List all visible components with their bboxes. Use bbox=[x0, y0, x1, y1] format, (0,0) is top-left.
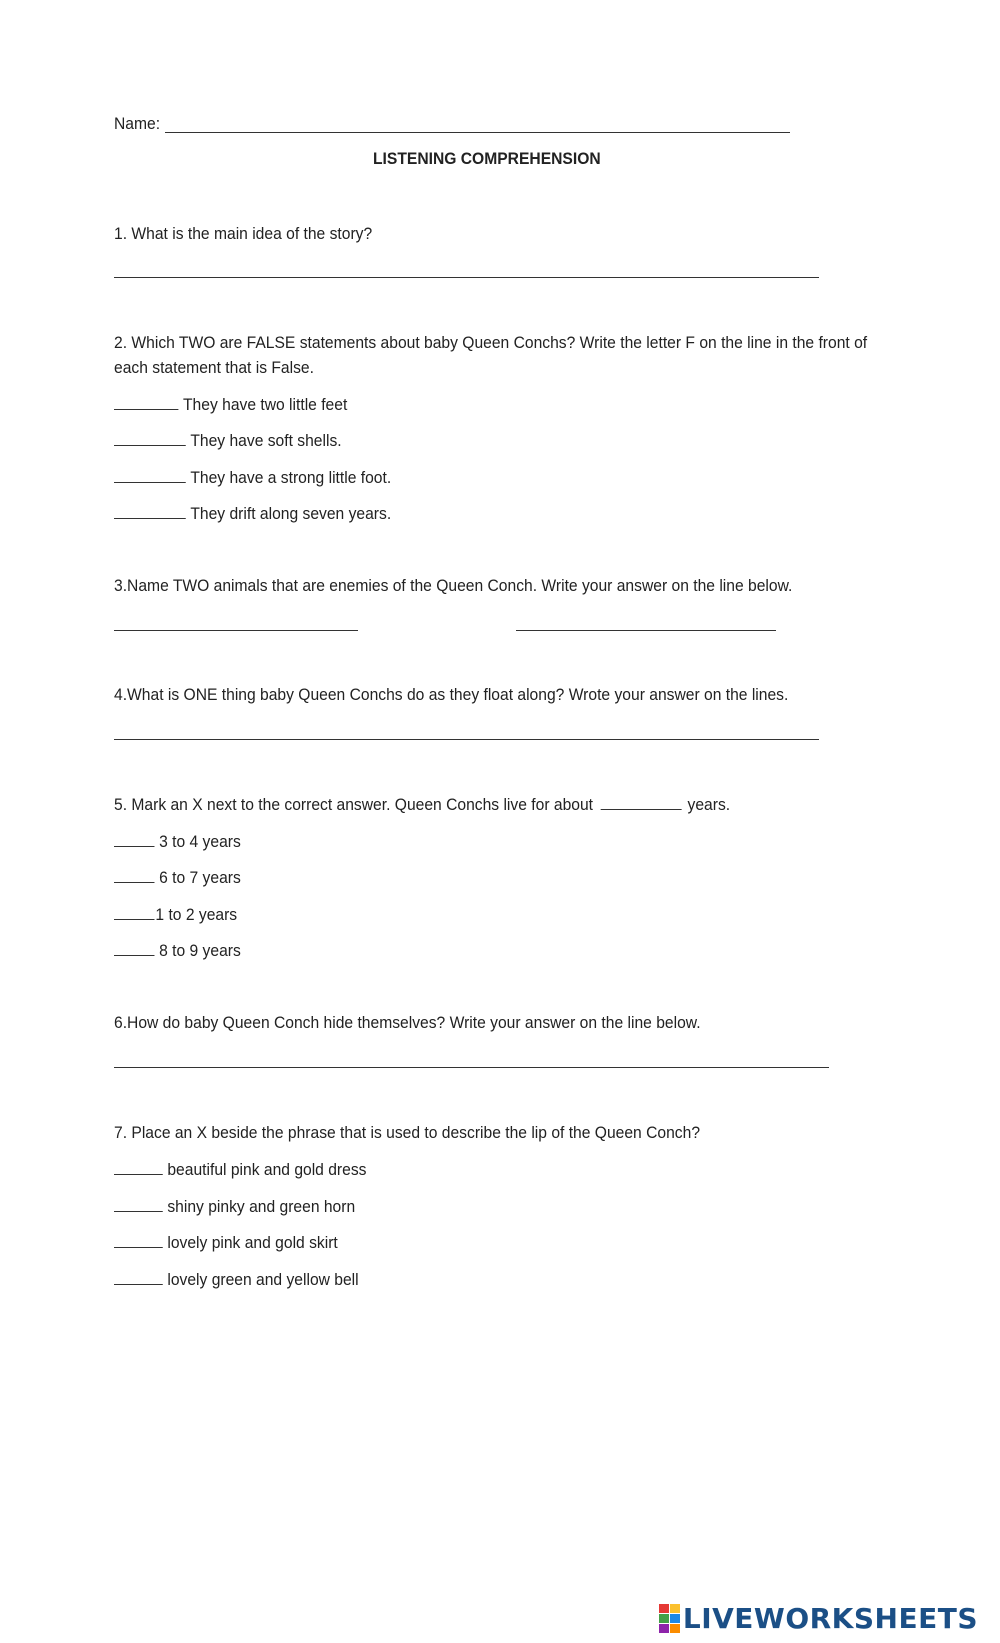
q5-option-4-blank[interactable] bbox=[114, 939, 154, 956]
q5-inline-blank[interactable] bbox=[601, 793, 682, 810]
q2-option-2-label: They have soft shells. bbox=[190, 431, 342, 450]
question-6: 6.How do baby Queen Conch hide themselves? Write your answer on the line below. bbox=[114, 1013, 701, 1032]
q7-option-4-label: lovely green and yellow bell bbox=[167, 1270, 359, 1289]
q7-option-4[interactable] bbox=[114, 1268, 359, 1291]
q2-option-1-blank[interactable] bbox=[114, 393, 178, 410]
q6-answer-line[interactable] bbox=[114, 1067, 829, 1068]
logo-grid-icon bbox=[659, 1604, 680, 1633]
q7-option-1[interactable] bbox=[114, 1158, 366, 1181]
q2-option-4[interactable] bbox=[114, 502, 391, 525]
q5-option-2-blank[interactable] bbox=[114, 866, 154, 883]
q7-option-3-label: lovely pink and gold skirt bbox=[167, 1233, 338, 1252]
q7-option-2[interactable] bbox=[114, 1195, 355, 1218]
question-1: 1. What is the main idea of the story? bbox=[114, 224, 373, 243]
liveworksheets-logo[interactable] bbox=[659, 1602, 978, 1635]
q7-option-4-blank[interactable] bbox=[114, 1268, 163, 1285]
name-label: Name: bbox=[114, 114, 161, 133]
q2-option-1[interactable] bbox=[114, 393, 347, 416]
q7-option-3-blank[interactable] bbox=[114, 1231, 163, 1248]
q5-option-2[interactable] bbox=[114, 866, 241, 889]
name-answer-line[interactable] bbox=[165, 132, 790, 133]
q2-option-3[interactable] bbox=[114, 466, 391, 489]
question-5-years: years. bbox=[687, 795, 731, 814]
worksheet-title: LISTENING COMPREHENSION bbox=[373, 149, 601, 168]
q7-option-1-label: beautiful pink and gold dress bbox=[167, 1160, 367, 1179]
q2-option-3-blank[interactable] bbox=[114, 466, 186, 483]
question-2: 2. Which TWO are FALSE statements about baby Queen Conchs? Write the letter F on the line in the front of each statement that is False. bbox=[114, 333, 868, 377]
q5-option-3-label: 1 to 2 years bbox=[155, 905, 238, 924]
q5-option-4[interactable] bbox=[114, 939, 241, 962]
q4-answer-line[interactable] bbox=[114, 739, 819, 740]
q2-option-4-blank[interactable] bbox=[114, 502, 186, 519]
q5-option-4-label: 8 to 9 years bbox=[159, 941, 241, 960]
question-7: 7. Place an X beside the phrase that is used to describe the lip of the Queen Conch? bbox=[114, 1123, 701, 1142]
q5-option-1[interactable] bbox=[114, 830, 241, 853]
q3-answer-line-1[interactable] bbox=[114, 630, 358, 631]
q7-option-2-blank[interactable] bbox=[114, 1195, 163, 1212]
q1-answer-line[interactable] bbox=[114, 277, 819, 278]
q2-option-1-label: They have two little feet bbox=[183, 395, 348, 414]
q2-option-4-label: They drift along seven years. bbox=[190, 504, 392, 523]
q2-option-3-label: They have a strong little foot. bbox=[190, 468, 392, 487]
question-5-text: 5. Mark an X next to the correct answer. Queen Conchs live for about bbox=[114, 795, 594, 814]
question-4: 4.What is ONE thing baby Queen Conchs do as they float along? Wrote your answer on the lines. bbox=[114, 685, 789, 704]
q5-option-3-blank[interactable] bbox=[114, 903, 154, 920]
question-5 bbox=[114, 793, 730, 816]
q7-option-2-label: shiny pinky and green horn bbox=[167, 1197, 356, 1216]
q5-option-3[interactable] bbox=[114, 903, 237, 926]
question-3: 3.Name TWO animals that are enemies of the Queen Conch. Write your answer on the line below. bbox=[114, 576, 793, 595]
q7-option-3[interactable] bbox=[114, 1231, 338, 1254]
q2-option-2-blank[interactable] bbox=[114, 429, 186, 446]
q3-answer-line-2[interactable] bbox=[516, 630, 776, 631]
q5-option-2-label: 6 to 7 years bbox=[159, 868, 241, 887]
q5-option-1-label: 3 to 4 years bbox=[159, 832, 241, 851]
q5-option-1-blank[interactable] bbox=[114, 830, 154, 847]
q2-option-2[interactable] bbox=[114, 429, 342, 452]
q7-option-1-blank[interactable] bbox=[114, 1158, 163, 1175]
brand-name: LIVEWORKSHEETS bbox=[682, 1602, 978, 1635]
